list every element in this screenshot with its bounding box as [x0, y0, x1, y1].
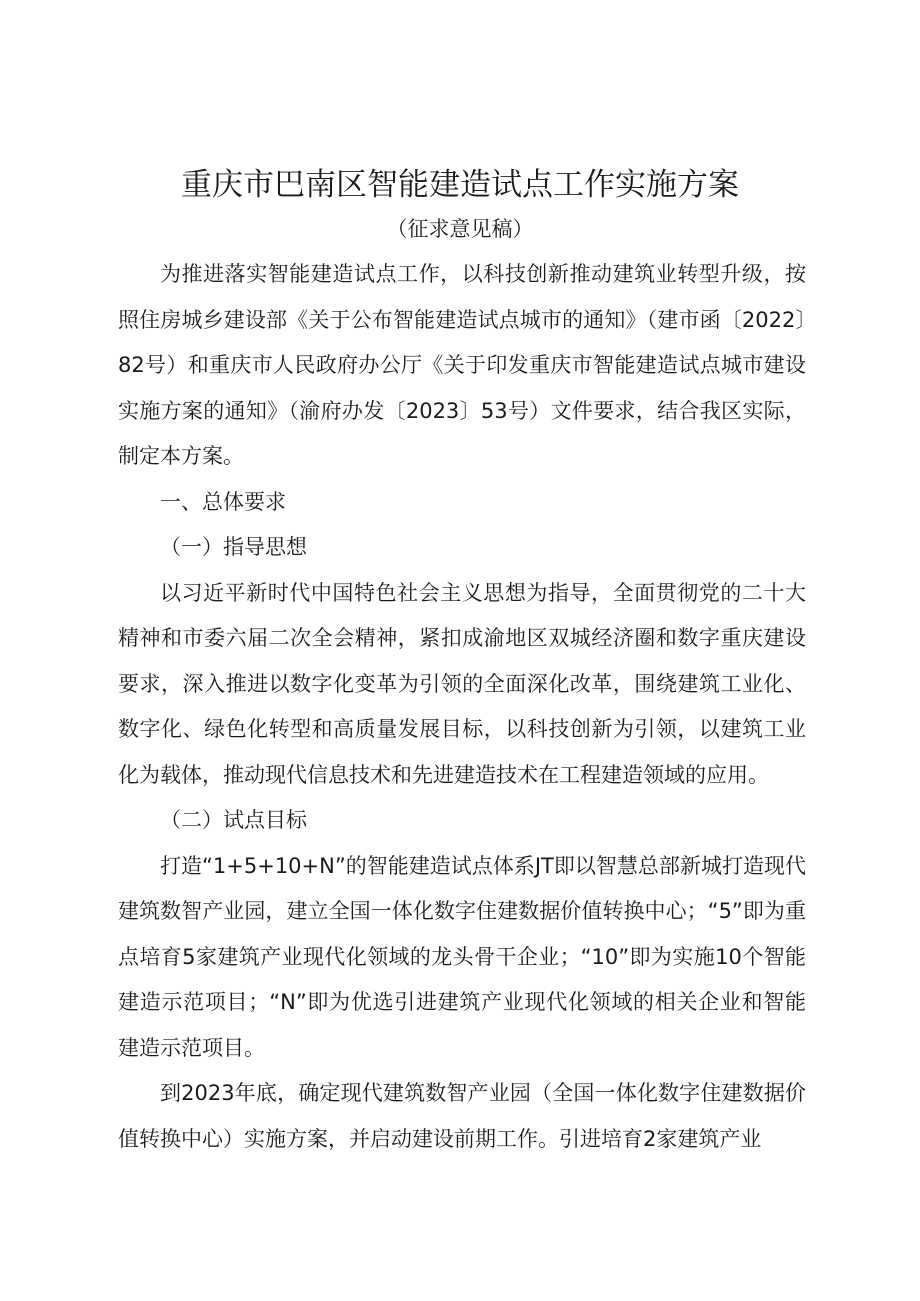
pilot-goals-paragraph-2: 到2023年底，确定现代建筑数智产业园（全国一体化数字住建数据价值转换中心）实施方案，并启动建设前期工作。引进培育2家建筑产业 [118, 1081, 806, 1151]
document-body [118, 252, 806, 1162]
intro-paragraph: 为推进落实智能建造试点工作，以科技创新推动建筑业转型升级，按照住房城乡建设部《关于公布智能建造试点城市的通知》（建市函〔2022〕82号）和重庆市人民政府办公厅《关于印发重庆市智能建造试点城市建设实施方案的通知》（渝府办发〔2023〕53号）文件要求，结合我区实际，制定本方案。 [118, 262, 806, 468]
document-subtitle: （征求意见稿） [386, 217, 534, 241]
guiding-ideology-paragraph: 以习近平新时代中国特色社会主义思想为指导，全面贯彻党的二十大精神和市委六届二次全会精神，紧扣成渝地区双城经济圈和数字重庆建设要求，深入推进以数字化变革为引领的全面深化改革，围绕建筑工业化、数字化、绿色化转型和高质量发展目标，以科技创新为引领，以建筑工业化为载体，推动现代信息技术和先进建造技术在工程建造领域的应用。 [118, 580, 806, 787]
subsection-heading-guiding-ideology: （一）指导思想 [160, 535, 307, 559]
section-heading-overall-requirements: 一、总体要求 [160, 489, 286, 514]
pilot-goals-paragraph-1: 打造“1+5+10+N”的智能建造试点体系JT即以智慧总部新城打造现代建筑数智产业园，建立全国一体化数字住建数据价值转换中心；“5”即为重点培育5家建筑产业现代化领域的龙头骨干企业；“10”即为实施10个智能建造示范项目；“N”即为优选引进建筑产业现代化领域的相关企业和智能建造示范项目。 [118, 853, 806, 1060]
document-title: 重庆市巴南区智能建造试点工作实施方案 [181, 167, 739, 203]
subsection-heading-pilot-goals: （二）试点目标 [160, 808, 307, 832]
